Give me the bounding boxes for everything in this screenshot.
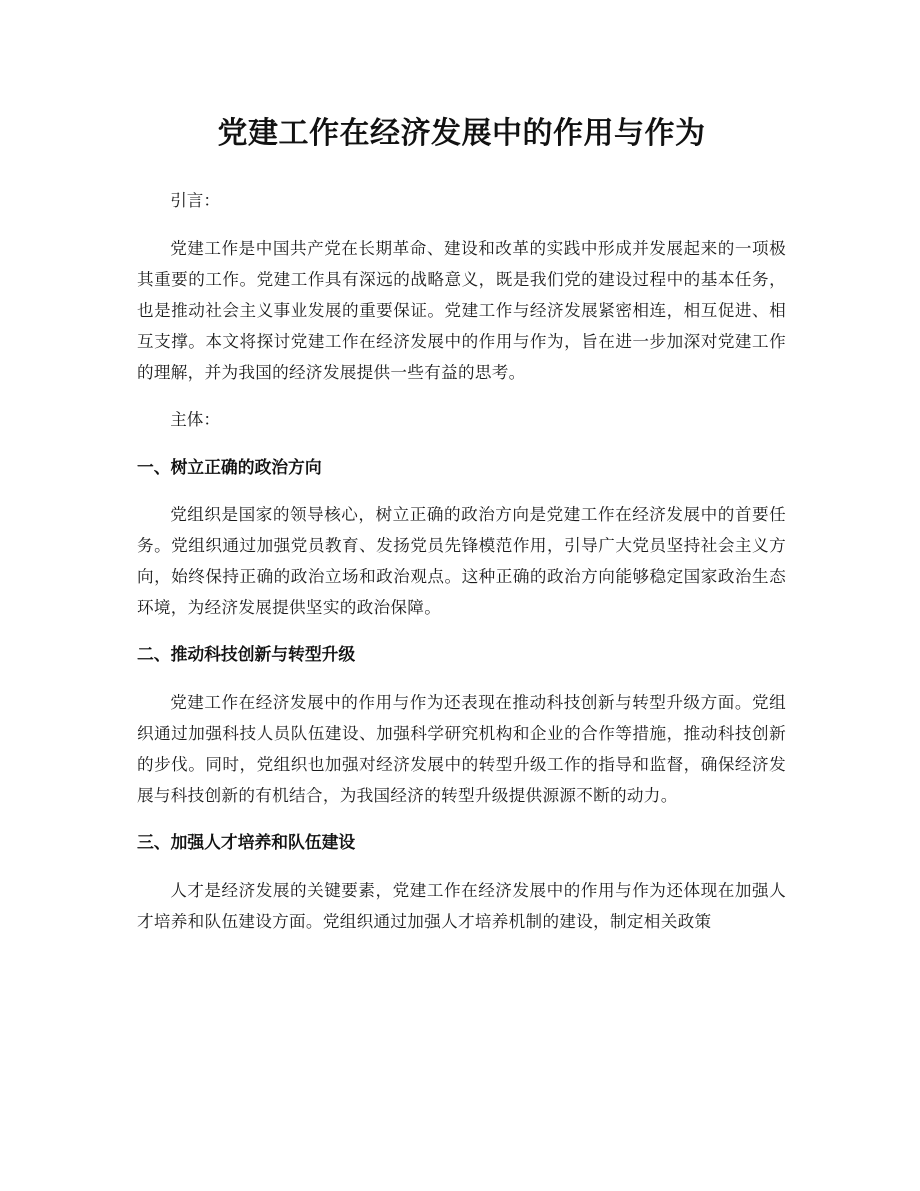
document-title: 党建工作在经济发展中的作用与作为 (217, 116, 706, 151)
section-paragraph-3: 人才是经济发展的关键要素，党建工作在经济发展中的作用与作为还体现在加强人才培养和队伍建设方面。党组织通过加强人才培养机制的建设，制定相关政策 (137, 881, 786, 931)
intro-paragraph: 党建工作是中国共产党在长期革命、建设和改革的实践中形成并发展起来的一项极其重要的工作。党建工作具有深远的战略意义，既是我们党的建设过程中的基本任务，也是推动社会主义事业发展的重要保证。党建工作与经济发展紧密相连，相互促进、相互支撑。本文将探讨党建工作在经济发展中的作用与作为，旨在进一步加深对党建工作的理解，并为我国的经济发展提供一些有益的思考。 (137, 239, 786, 382)
section-paragraph-2: 党建工作在经济发展中的作用与作为还表现在推动科技创新与转型升级方面。党组织通过加强科技人员队伍建设、加强科学研究机构和企业的合作等措施，推动科技创新的步伐。同时，党组织也加强对经济发展中的转型升级工作的指导和监督，确保经济发展与科技创新的有机结合，为我国经济的转型升级提供源源不断的动力。 (137, 693, 786, 805)
section-heading-1: 一、树立正确的政治方向 (137, 457, 322, 477)
section-paragraph-1: 党组织是国家的领导核心，树立正确的政治方向是党建工作在经济发展中的首要任务。党组织通过加强党员教育、发扬党员先锋模范作用，引导广大党员坚持社会主义方向，始终保持正确的政治立场和政治观点。这种正确的政治方向能够稳定国家政治生态环境，为经济发展提供坚实的政治保障。 (137, 505, 786, 617)
body-label: 主体： (170, 410, 220, 429)
section-heading-3: 三、加强人才培养和队伍建设 (137, 832, 356, 852)
intro-label: 引言： (170, 191, 220, 210)
section-heading-2: 二、推动科技创新与转型升级 (137, 644, 356, 664)
